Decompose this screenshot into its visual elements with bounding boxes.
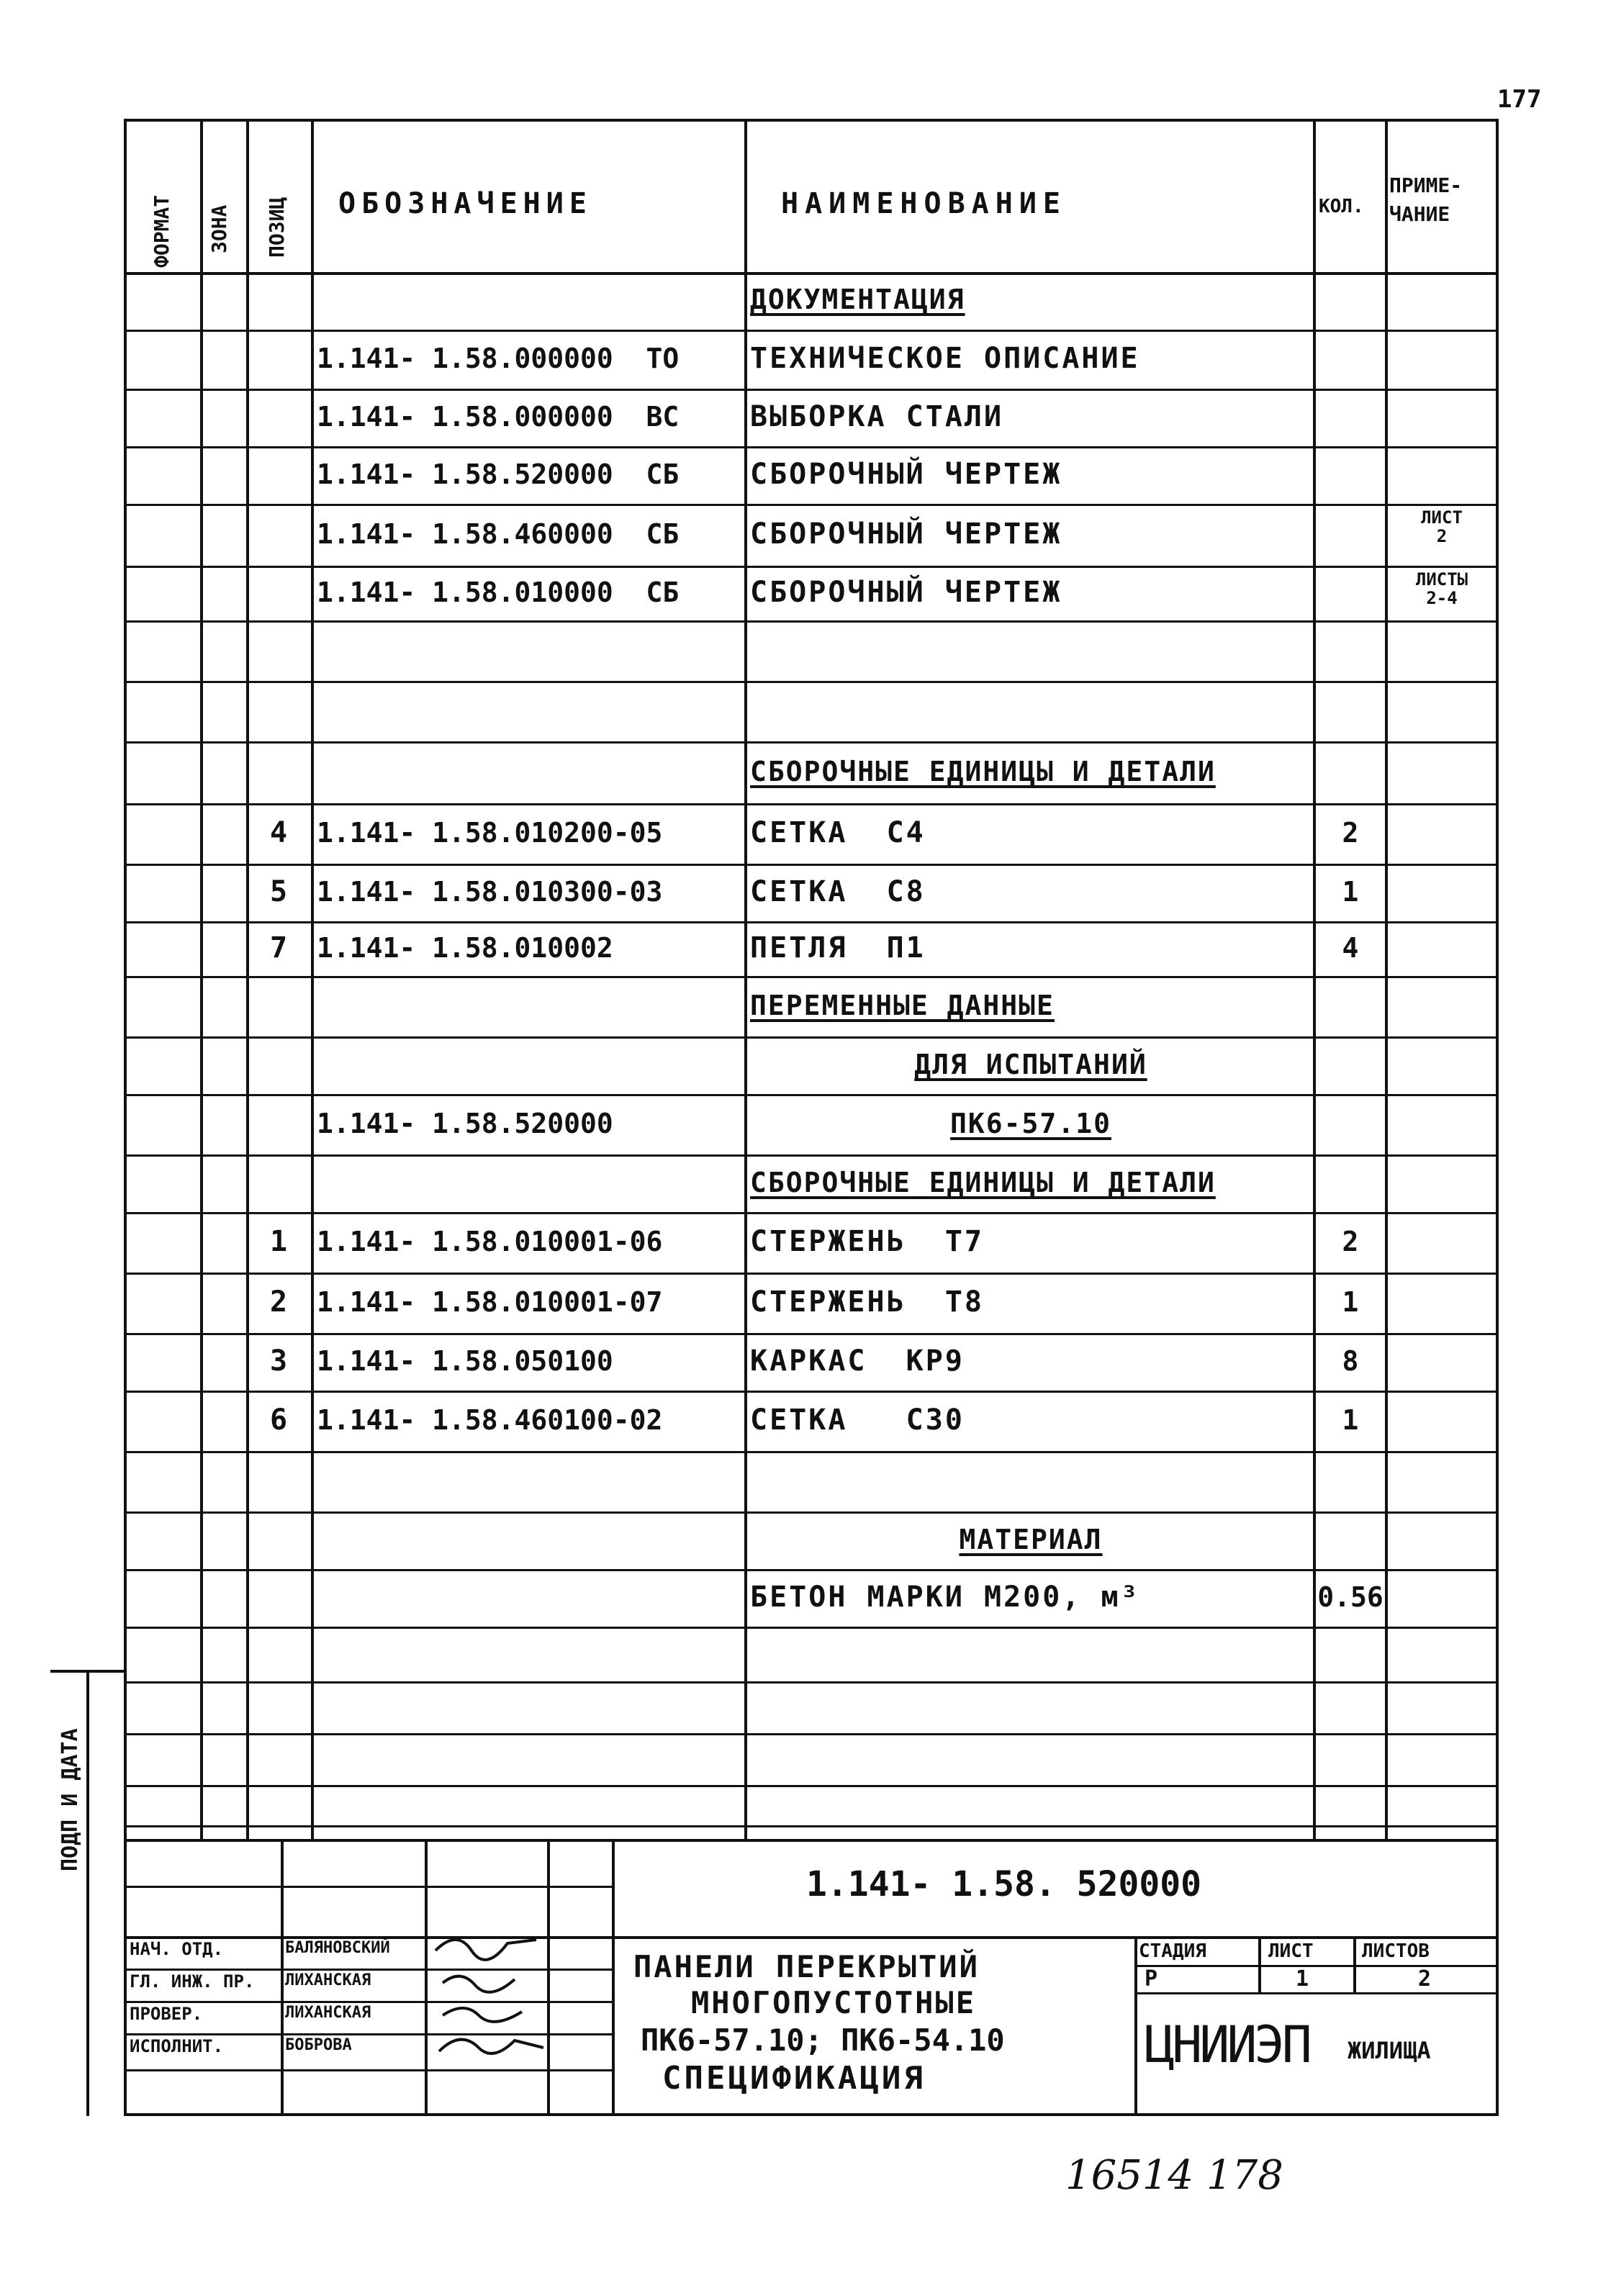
row-quantity: 2 — [1342, 1226, 1359, 1257]
row-name: ДЛЯ ИСПЫТАНИЙ — [914, 1049, 1147, 1080]
table-row — [0, 567, 1616, 622]
tb-title-line-2: МНОГОПУСТОТНЫЕ — [691, 1985, 977, 2020]
table-row — [0, 1392, 1616, 1452]
table-row — [0, 923, 1616, 977]
row-designation: 1.141- 1.58.460000 СБ — [317, 518, 680, 550]
row-name: МАТЕРИАЛ — [959, 1524, 1103, 1555]
frame-top — [124, 119, 1499, 122]
tb-document-code: 1.141- 1.58. 520000 — [806, 1864, 1202, 1904]
tb-stage-value: Р — [1145, 1966, 1158, 1992]
row-quantity: 4 — [1342, 932, 1359, 964]
table-row — [0, 1095, 1616, 1156]
table-row — [0, 1334, 1616, 1392]
row-name: СБОРОЧНЫЙ ЧЕРТЕЖ — [750, 576, 1062, 609]
row-quantity: 8 — [1342, 1345, 1359, 1377]
row-name: СЕТКА С8 — [750, 875, 926, 908]
row-quantity: 2 — [1342, 817, 1359, 849]
tb-person-2: ЛИХАНСКАЯ — [285, 1971, 371, 1989]
table-row — [0, 622, 1616, 682]
frame-bottom — [124, 2113, 1499, 2116]
row-designation: 1.141- 1.58.050100 — [317, 1345, 613, 1377]
row-designation: 1.141- 1.58.010001-07 — [317, 1286, 663, 1318]
table-row — [0, 1683, 1616, 1735]
signatures — [428, 1900, 572, 2094]
table-row — [0, 1274, 1616, 1334]
row-name: СЕТКА С4 — [750, 816, 926, 849]
table-row — [0, 1513, 1616, 1570]
row-position: 3 — [269, 1344, 288, 1378]
row-position: 1 — [269, 1225, 288, 1258]
row-quantity: 0.56 — [1317, 1581, 1383, 1613]
tb-role-chief-eng: ГЛ. ИНЖ. ПР. — [130, 1971, 255, 1992]
row-designation: 1.141- 1.58.000000 ТО — [317, 343, 680, 374]
row-designation: 1.141- 1.58.520000 — [317, 1108, 613, 1139]
row-note: ЛИСТ 2 — [1421, 507, 1463, 546]
table-row — [0, 1213, 1616, 1274]
table-row — [0, 505, 1616, 567]
side-strip-top — [50, 1670, 125, 1673]
tb-role-head: НАЧ. ОТД. — [130, 1939, 224, 1959]
row-name: СТЕРЖЕНЬ Т8 — [750, 1285, 984, 1319]
tb-person-4: БОБРОВА — [285, 2036, 352, 2054]
row-designation: 1.141- 1.58.010001-06 — [317, 1226, 663, 1257]
table-row — [0, 1735, 1616, 1786]
row-name: ПЕРЕМЕННЫЕ ДАННЫЕ — [750, 990, 1055, 1021]
tb-sheets-value: 2 — [1418, 1966, 1432, 1992]
table-row — [0, 1452, 1616, 1513]
tb-stage-col-2 — [1353, 1936, 1356, 1994]
row-designation: 1.141- 1.58.010200-05 — [317, 817, 663, 849]
tb-stage-label: СТАДИЯ — [1139, 1940, 1206, 1962]
tb-stage-row-1 — [1134, 1965, 1497, 1967]
row-designation: 1.141- 1.58.460100-02 — [317, 1404, 663, 1436]
header-designation: ОБОЗНАЧЕНИЕ — [338, 187, 592, 220]
row-quantity: 1 — [1342, 876, 1359, 908]
row-name: ПЕТЛЯ П1 — [750, 931, 926, 964]
row-note: ЛИСТЫ 2-4 — [1415, 569, 1468, 608]
table-row — [0, 1628, 1616, 1683]
tb-org-name: ЖИЛИЩА — [1348, 2037, 1431, 2064]
row-designation: 1.141- 1.58.010002 — [317, 932, 613, 964]
header-note: ПРИМЕ- ЧАНИЕ — [1389, 173, 1463, 226]
header-quantity: КОЛ. — [1319, 196, 1364, 217]
tb-sheets-label: ЛИСТОВ — [1362, 1940, 1430, 1962]
row-name: СБОРОЧНЫЙ ЧЕРТЕЖ — [750, 517, 1062, 551]
tb-top-line — [124, 1839, 1499, 1842]
table-row — [0, 331, 1616, 390]
tb-row-1 — [124, 1886, 613, 1888]
tb-person-1: БАЛЯНОВСКИЙ — [285, 1939, 390, 1957]
row-quantity: 1 — [1342, 1404, 1359, 1436]
table-row — [0, 1570, 1616, 1628]
tb-role-executed: ИСПОЛНИТ. — [130, 2036, 224, 2056]
header-zone: ЗОНА — [207, 204, 231, 253]
tb-title-line-3: ПК6-57.10; ПК6-54.10 — [641, 2022, 1005, 2058]
header-position: ПОЗИЦ — [265, 196, 289, 258]
row-name: БЕТОН МАРКИ М200, м³ — [750, 1581, 1140, 1614]
header-name: НАИМЕНОВАНИЕ — [781, 187, 1067, 220]
tb-line-a — [281, 1839, 284, 2116]
tb-stage-left — [1134, 1936, 1137, 2116]
row-name: СБОРОЧНЫЙ ЧЕРТЕЖ — [750, 458, 1062, 491]
row-position: 7 — [269, 931, 288, 964]
tb-line-d — [612, 1839, 615, 2116]
table-row — [0, 682, 1616, 743]
header-format: ФОРМАТ — [150, 194, 173, 268]
row-designation: 1.141- 1.58.520000 СБ — [317, 458, 680, 490]
row-position: 4 — [269, 816, 288, 849]
row-designation: 1.141- 1.58.010300-03 — [317, 876, 663, 908]
tb-title-line-1: ПАНЕЛИ ПЕРЕКРЫТИЙ — [633, 1949, 980, 1984]
tb-org-logo: ЦНИИЭП — [1145, 2015, 1309, 2074]
row-quantity: 1 — [1342, 1286, 1359, 1318]
side-label-signature-date: ПОДП И ДАТА — [58, 1728, 83, 1871]
tb-sheet-value: 1 — [1296, 1966, 1309, 1992]
row-divider — [124, 1825, 1499, 1827]
row-name: ПК6-57.10 — [950, 1108, 1111, 1139]
row-name: СБОРОЧНЫЕ ЕДИНИЦЫ И ДЕТАЛИ — [750, 1167, 1216, 1198]
tb-sheet-label: ЛИСТ — [1268, 1940, 1314, 1962]
tb-role-checked: ПРОВЕР. — [130, 2004, 203, 2024]
handwritten-inventory-number: 16514 178 — [1065, 2152, 1283, 2199]
row-name: ДОКУМЕНТАЦИЯ — [750, 284, 965, 315]
row-name: ВЫБОРКА СТАЛИ — [750, 400, 1004, 433]
table-row — [0, 1156, 1616, 1213]
tb-line-b — [425, 1839, 428, 2116]
row-designation: 1.141- 1.58.000000 ВС — [317, 401, 680, 433]
table-row — [0, 977, 1616, 1038]
table-row — [0, 1038, 1616, 1095]
tb-stage-col-1 — [1258, 1936, 1261, 1994]
row-name: СТЕРЖЕНЬ Т7 — [750, 1225, 984, 1258]
table-row — [0, 272, 1616, 331]
row-position: 5 — [269, 875, 288, 908]
corner-page-number: 177 — [1497, 85, 1542, 114]
table-row — [0, 1786, 1616, 1827]
row-position: 6 — [269, 1404, 288, 1437]
tb-person-3: ЛИХАНСКАЯ — [285, 2004, 371, 2022]
table-row — [0, 865, 1616, 923]
row-name: ТЕХНИЧЕСКОЕ ОПИСАНИЕ — [750, 342, 1140, 375]
row-designation: 1.141- 1.58.010000 СБ — [317, 577, 680, 608]
row-position: 2 — [269, 1285, 288, 1319]
table-row — [0, 805, 1616, 865]
table-row — [0, 390, 1616, 448]
row-name: СБОРОЧНЫЕ ЕДИНИЦЫ И ДЕТАЛИ — [750, 756, 1216, 787]
side-strip-line — [86, 1670, 89, 2116]
table-row — [0, 743, 1616, 805]
tb-stage-row-2 — [1134, 1992, 1497, 1994]
tb-title-line-4: СПЕЦИФИКАЦИЯ — [662, 2060, 926, 2097]
row-name: КАРКАС КР9 — [750, 1344, 965, 1378]
table-row — [0, 448, 1616, 505]
row-name: СЕТКА С30 — [750, 1404, 965, 1437]
